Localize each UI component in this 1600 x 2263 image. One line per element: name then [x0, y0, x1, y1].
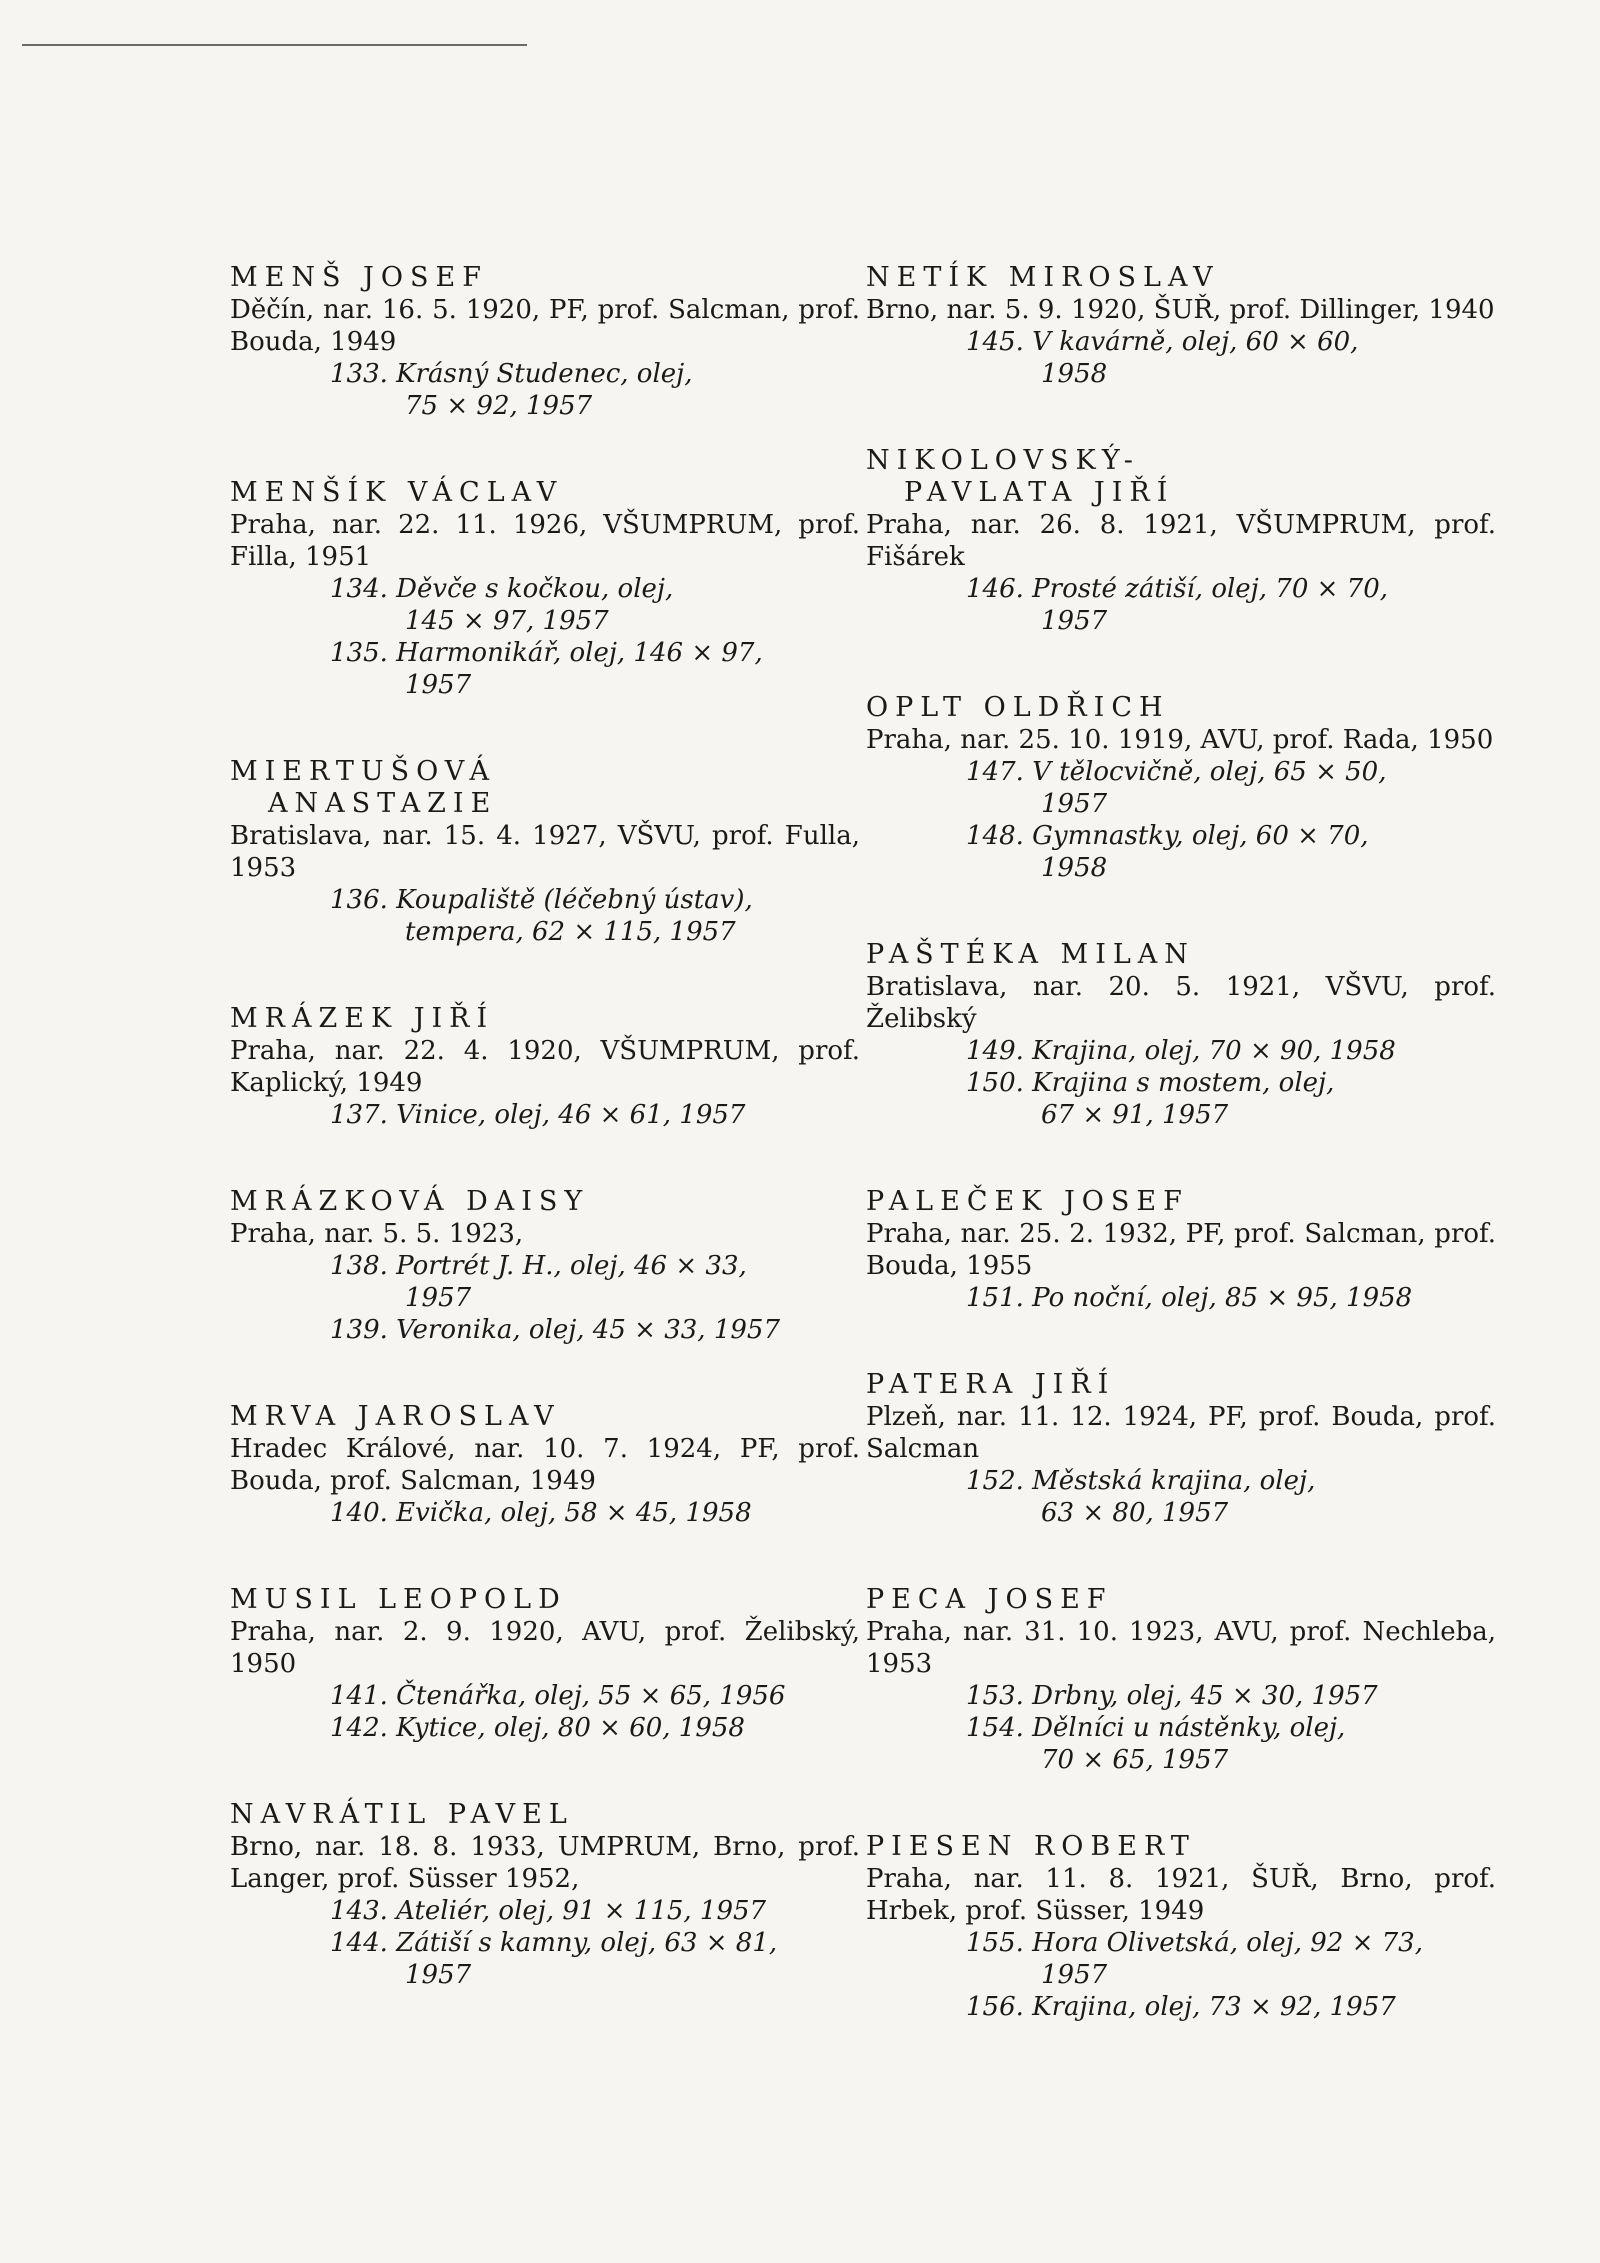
artist-name: [230, 262, 860, 294]
artist-name: [866, 445, 1496, 509]
work-details: tempera, 62 × 115, 1957: [405, 917, 736, 947]
artist-entry: [866, 1831, 1496, 2023]
work-title: 155. Hora Olivetská, olej, 92 × 73,: [966, 1928, 1423, 1958]
work-item: [330, 884, 860, 948]
work-item: [330, 358, 860, 422]
artist-name-line: PATERA JIŘÍ: [866, 1369, 1116, 1400]
work-item: [330, 1099, 860, 1131]
artist-entry: [866, 262, 1496, 390]
artist-bio: Praha, nar. 2. 9. 1920, AVU, prof. Želibský, 1950: [230, 1617, 860, 1679]
artist-entry: [230, 756, 860, 948]
work-title: 154. Dělníci u nástěnky, olej,: [966, 1713, 1346, 1743]
artist-entry: [866, 1584, 1496, 1776]
artist-name-line: PECA JOSEF: [866, 1584, 1113, 1615]
artist-name-line: NETÍK MIROSLAV: [866, 262, 1220, 293]
work-title: 135. Harmonikář, olej, 146 × 97,: [330, 638, 763, 668]
artist-bio: Praha, nar. 22. 4. 1920, VŠUMPRUM, prof. Kaplický, 1949: [230, 1036, 860, 1098]
work-item: [330, 1895, 860, 1927]
work-item: [966, 756, 1496, 820]
work-item: [966, 1991, 1496, 2023]
artist-name: [230, 756, 860, 820]
work-item: [966, 1680, 1496, 1712]
work-item: [966, 326, 1496, 390]
artist-name: [866, 1369, 1496, 1401]
artist-name-line: PAŠTÉKA MILAN: [866, 939, 1195, 970]
artist-name-line: NIKOLOVSKÝ-: [866, 445, 1140, 476]
artist-name: [866, 1186, 1496, 1218]
work-title: 144. Zátiší s kamny, olej, 63 × 81,: [330, 1928, 778, 1958]
artist-name-line: NAVRÁTIL PAVEL: [230, 1799, 574, 1830]
work-title: 152. Městská krajina, olej,: [966, 1466, 1316, 1496]
work-item: [966, 1712, 1496, 1776]
artist-name-line: MRÁZKOVÁ DAISY: [230, 1186, 590, 1217]
artist-bio: Praha, nar. 25. 2. 1932, PF, prof. Salcman, prof. Bouda, 1955: [866, 1219, 1496, 1281]
artist-name: [866, 692, 1496, 724]
work-item: [966, 573, 1496, 637]
artist-entry: [230, 477, 860, 701]
artist-entry: [230, 1799, 860, 1991]
work-details: 1958: [1041, 359, 1108, 389]
artist-bio: Brno, nar. 5. 9. 1920, ŠUŘ, prof. Dillinger, 1940: [866, 295, 1495, 325]
work-title: 143. Ateliér, olej, 91 × 115, 1957: [330, 1896, 767, 1926]
artist-name-line: MUSIL LEOPOLD: [230, 1584, 567, 1615]
work-details: 145 × 97, 1957: [405, 606, 609, 636]
work-title: 136. Koupaliště (léčebný ústav),: [330, 885, 753, 915]
left-column: [230, 262, 860, 2046]
artist-name-line: MENŠÍK VÁCLAV: [230, 477, 564, 508]
work-title: 145. V kavárně, olej, 60 × 60,: [966, 327, 1359, 357]
work-item: [330, 1250, 860, 1314]
artist-name: [866, 262, 1496, 294]
artist-entry: [866, 939, 1496, 1131]
work-item: [966, 1067, 1496, 1131]
artist-name-line: OPLT OLDŘICH: [866, 692, 1170, 723]
work-title: 147. V tělocvičně, olej, 65 × 50,: [966, 757, 1387, 787]
work-details: 1957: [1041, 1960, 1108, 1990]
work-item: [330, 637, 860, 701]
work-title: 153. Drbny, olej, 45 × 30, 1957: [966, 1681, 1378, 1711]
work-details: 1957: [1041, 606, 1108, 636]
work-details: 1957: [405, 1283, 472, 1313]
work-title: 133. Krásný Studenec, olej,: [330, 359, 693, 389]
artist-name-line: PIESEN ROBERT: [866, 1831, 1196, 1862]
work-title: 140. Evička, olej, 58 × 45, 1958: [330, 1498, 752, 1528]
artist-entry: [230, 1401, 860, 1529]
artist-name: [866, 1831, 1496, 1863]
artist-bio: Praha, nar. 22. 11. 1926, VŠUMPRUM, prof. Filla, 1951: [230, 510, 860, 572]
artist-bio: Plzeň, nar. 11. 12. 1924, PF, prof. Bouda, prof. Salcman: [866, 1402, 1496, 1464]
work-details: 75 × 92, 1957: [405, 391, 593, 421]
work-item: [330, 573, 860, 637]
work-item: [330, 1680, 860, 1712]
work-title: 141. Čtenářka, olej, 55 × 65, 1956: [330, 1681, 786, 1711]
work-item: [966, 1282, 1496, 1314]
artist-name: [230, 1003, 860, 1035]
artist-entry: [230, 1186, 860, 1346]
artist-name-line: MRÁZEK JIŘÍ: [230, 1003, 495, 1034]
artist-bio: Brno, nar. 18. 8. 1933, UMPRUM, Brno, prof. Langer, prof. Süsser 1952,: [230, 1832, 860, 1894]
work-title: 150. Krajina s mostem, olej,: [966, 1068, 1335, 1098]
work-title: 151. Po noční, olej, 85 × 95, 1958: [966, 1283, 1413, 1313]
artist-name-line: ANASTAZIE: [268, 788, 498, 819]
work-item: [966, 820, 1496, 884]
work-title: 137. Vinice, olej, 46 × 61, 1957: [330, 1100, 746, 1130]
right-column: [866, 262, 1496, 2078]
artist-entry: [866, 1186, 1496, 1314]
artist-name: [866, 1584, 1496, 1616]
work-title: 138. Portrét J. H., olej, 46 × 33,: [330, 1251, 747, 1281]
artist-entry: [866, 445, 1496, 637]
work-item: [330, 1314, 860, 1346]
artist-entry: [230, 1003, 860, 1131]
work-title: 139. Veronika, olej, 45 × 33, 1957: [330, 1315, 780, 1345]
work-title: 149. Krajina, olej, 70 × 90, 1958: [966, 1036, 1396, 1066]
artist-name: [230, 1799, 860, 1831]
artist-bio: Praha, nar. 26. 8. 1921, VŠUMPRUM, prof. Fišárek: [866, 510, 1496, 572]
artist-bio: Praha, nar. 31. 10. 1923, AVU, prof. Nechleba, 1953: [866, 1617, 1496, 1679]
work-item: [966, 1927, 1496, 1991]
artist-bio: Děčín, nar. 16. 5. 1920, PF, prof. Salcman, prof. Bouda, 1949: [230, 295, 860, 357]
artist-name: [230, 477, 860, 509]
artist-bio: Bratislava, nar. 15. 4. 1927, VŠVU, prof. Fulla, 1953: [230, 821, 860, 883]
work-item: [330, 1712, 860, 1744]
artist-bio: Hradec Králové, nar. 10. 7. 1924, PF, prof. Bouda, prof. Salcman, 1949: [230, 1434, 860, 1496]
work-item: [330, 1927, 860, 1991]
work-item: [330, 1497, 860, 1529]
artist-name-line: PAVLATA JIŘÍ: [904, 477, 1175, 508]
work-title: 148. Gymnastky, olej, 60 × 70,: [966, 821, 1369, 851]
artist-bio: Praha, nar. 5. 5. 1923,: [230, 1219, 524, 1249]
artist-name: [230, 1186, 860, 1218]
artist-entry: [230, 1584, 860, 1744]
work-title: 142. Kytice, olej, 80 × 60, 1958: [330, 1713, 745, 1743]
work-details: 67 × 91, 1957: [1041, 1100, 1229, 1130]
top-rule: [22, 44, 527, 46]
artist-bio: Bratislava, nar. 20. 5. 1921, VŠVU, prof. Želibský: [866, 972, 1496, 1034]
artist-bio: Praha, nar. 11. 8. 1921, ŠUŘ, Brno, prof. Hrbek, prof. Süsser, 1949: [866, 1864, 1496, 1926]
work-details: 1957: [405, 1960, 472, 1990]
artist-name-line: MRVA JAROSLAV: [230, 1401, 561, 1432]
work-details: 63 × 80, 1957: [1041, 1498, 1229, 1528]
artist-name-line: MIERTUŠOVÁ: [230, 756, 496, 787]
artist-entry: [866, 692, 1496, 884]
artist-name: [230, 1401, 860, 1433]
artist-entry: [230, 262, 860, 422]
artist-name: [230, 1584, 860, 1616]
artist-entry: [866, 1369, 1496, 1529]
work-title: 156. Krajina, olej, 73 × 92, 1957: [966, 1992, 1396, 2022]
work-details: 1958: [1041, 853, 1108, 883]
artist-name: [866, 939, 1496, 971]
work-title: 146. Prosté zátiší, olej, 70 × 70,: [966, 574, 1389, 604]
work-details: 1957: [1041, 789, 1108, 819]
work-item: [966, 1465, 1496, 1529]
work-title: 134. Děvče s kočkou, olej,: [330, 574, 674, 604]
artist-bio: Praha, nar. 25. 10. 1919, AVU, prof. Rada, 1950: [866, 725, 1494, 755]
work-item: [966, 1035, 1496, 1067]
work-details: 1957: [405, 670, 472, 700]
artist-name-line: MENŠ JOSEF: [230, 262, 488, 293]
artist-name-line: PALEČEK JOSEF: [866, 1186, 1189, 1217]
work-details: 70 × 65, 1957: [1041, 1745, 1229, 1775]
